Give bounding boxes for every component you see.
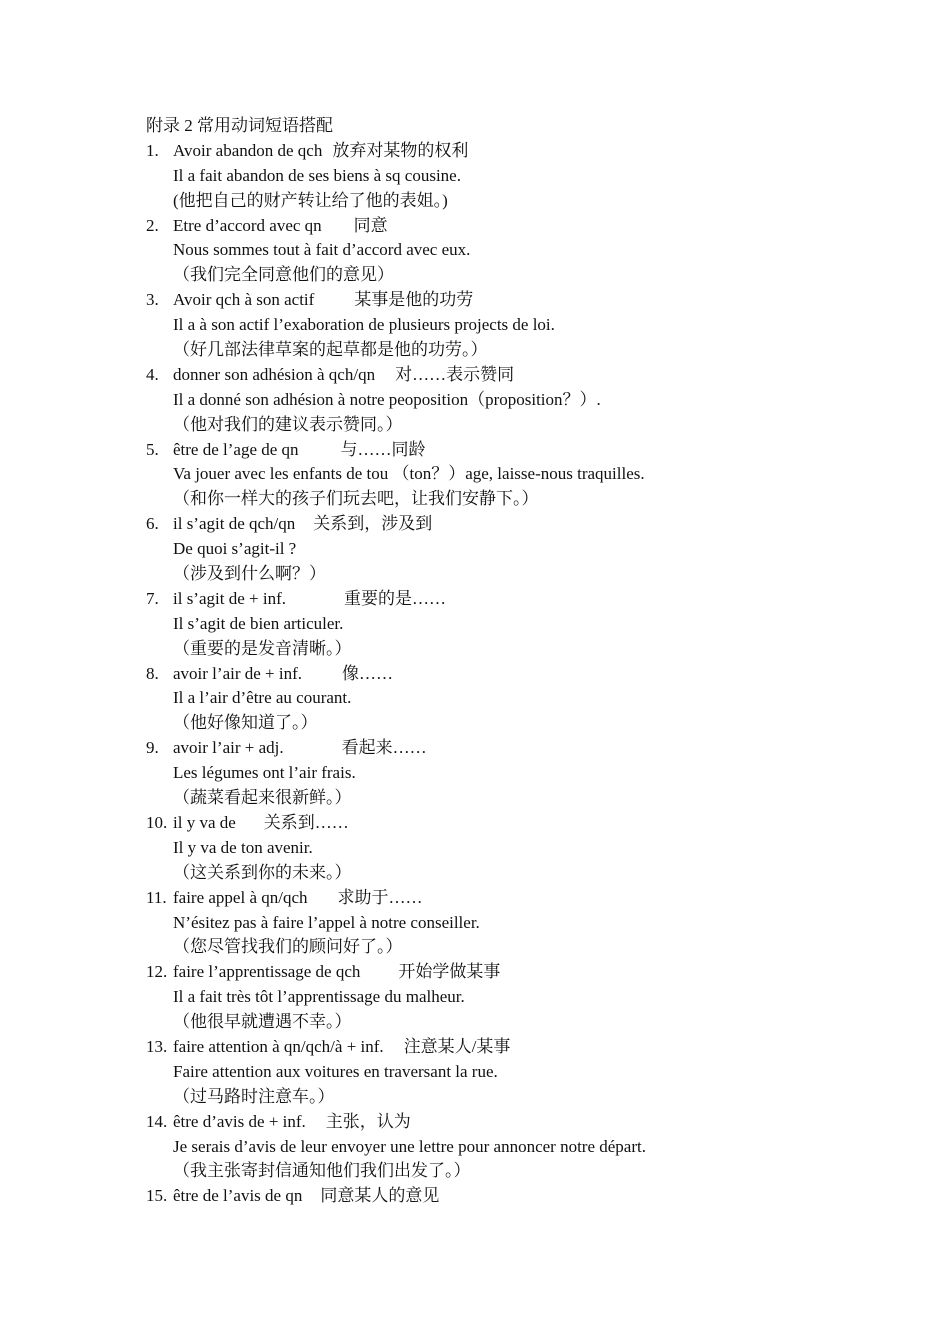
entry-example: Il a donné son adhésion à notre peoposition（proposition？）. [173,389,601,409]
entry-example: N’ésitez pas à faire l’appel à notre conseiller. [173,912,480,932]
entry-phrase: être d’avis de + inf. [173,1111,306,1131]
entry-meaning: 开始学做某事 [398,962,501,982]
entry-meaning: 主张，认为 [325,1111,411,1131]
entry-translation: （过马路时注意车。） [173,1086,335,1106]
entry-number: 8. [146,663,159,683]
phrase-entry [146,363,866,388]
entry-meaning: 关系到，涉及到 [313,514,433,534]
entry-meaning: 注意某人/某事 [403,1036,511,1056]
entry-example: Il a l’air d’être au courant. [173,688,352,708]
entry-example: Il y va de ton avenir. [173,837,313,857]
entry-example: Il a fait très tôt l’apprentissage du malheur. [173,987,465,1007]
entry-number: 15. [146,1186,168,1206]
phrase-entry [146,1035,866,1060]
entry-example: Il a à son actif l’exaboration de plusieurs projects de loi. [173,315,555,335]
document-page [146,114,866,1209]
entry-example: Je serais d’avis de leur envoyer une lettre pour annoncer notre départ. [173,1136,646,1156]
phrase-entry [146,886,866,911]
entry-example: Il s’agit de bien articuler. [173,613,344,633]
entry-phrase: Etre d’accord avec qn [173,215,322,235]
entry-meaning: 与……同龄 [340,439,426,459]
entry-number: 9. [146,738,159,758]
entry-phrase: faire attention à qn/qch/à + inf. [173,1036,384,1056]
entry-number: 2. [146,215,159,235]
phrase-entry [146,512,866,537]
entry-number: 7. [146,588,159,608]
entry-phrase: il y va de [173,812,236,832]
entry-number: 5. [146,439,159,459]
entry-number: 14. [146,1111,168,1131]
entry-number: 1. [146,140,159,160]
entry-example: De quoi s’agit-il ? [173,539,297,559]
phrase-entry [146,214,866,239]
entry-meaning: 像…… [342,663,394,683]
entry-example: Faire attention aux voitures en traversant la rue. [173,1061,498,1081]
phrase-entry [146,960,866,985]
phrase-entry [146,1110,866,1135]
entry-translation: （我们完全同意他们的意见） [173,265,394,285]
entry-example: Va jouer avec les enfants de tou （ton？）age, laisse-nous traquilles. [173,464,645,484]
entry-example: Il a fait abandon de ses biens à sq cousine. [173,165,461,185]
phrase-entry [146,811,866,836]
entry-meaning: 重要的是…… [343,588,446,608]
entry-meaning: 看起来…… [341,738,427,758]
entry-translation: （涉及到什么啊？） [173,564,326,584]
entry-phrase: avoir l’air de + inf. [173,663,303,683]
entry-phrase: être de l’age de qn [173,439,299,459]
phrase-list [146,139,866,1209]
phrase-entry [146,587,866,612]
entry-phrase: il s’agit de qch/qn [173,514,296,534]
entry-translation: （好几部法律草案的起草都是他的功劳。） [173,340,488,360]
entry-example: Nous sommes tout à fait d’accord avec eux. [173,240,471,260]
entry-translation: （重要的是发音清晰。） [173,638,352,658]
entry-translation: (他把自己的财产转让给了他的表姐。) [173,190,448,210]
entry-translation: （您尽管找我们的顾问好了。） [173,937,403,957]
entry-phrase: Avoir qch à son actif [173,290,315,310]
entry-meaning: 同意 [353,215,388,235]
phrase-entry [146,1184,866,1209]
entry-phrase: faire appel à qn/qch [173,887,308,907]
phrase-entry [146,438,866,463]
entry-meaning: 求助于…… [337,887,423,907]
phrase-entry [146,139,866,164]
entry-meaning: 放弃对某物的权利 [332,140,469,160]
entry-phrase: Avoir abandon de qch [173,140,323,160]
entry-meaning: 对……表示赞同 [395,364,515,384]
entry-number: 12. [146,962,168,982]
entry-meaning: 关系到…… [263,812,349,832]
entry-number: 4. [146,364,159,384]
page-title: 附录 2 常用动词短语搭配 [146,116,333,135]
entry-phrase: il s’agit de + inf. [173,588,286,608]
phrase-entry [146,736,866,761]
entry-number: 10. [146,812,168,832]
entry-translation: （我主张寄封信通知他们我们出发了。） [173,1161,471,1181]
entry-number: 3. [146,290,159,310]
phrase-entry [146,662,866,687]
entry-phrase: faire l’apprentissage de qch [173,962,361,982]
entry-phrase: être de l’avis de qn [173,1186,303,1206]
phrase-entry [146,288,866,313]
entry-number: 6. [146,514,159,534]
entry-translation: （他很早就遭遇不幸。） [173,1012,352,1032]
entry-meaning: 某事是他的功劳 [354,290,474,310]
entry-phrase: donner son adhésion à qch/qn [173,364,376,384]
entry-number: 11. [146,887,167,907]
entry-translation: （和你一样大的孩子们玩去吧，让我们安静下。） [173,489,539,509]
entry-number: 13. [146,1036,168,1056]
entry-translation: （他对我们的建议表示赞同。） [173,414,403,434]
entry-meaning: 同意某人的意见 [320,1186,440,1206]
entry-translation: （蔬菜看起来很新鲜。） [173,788,352,808]
entry-example: Les légumes ont l’air frais. [173,763,356,783]
entry-translation: （这关系到你的未来。） [173,862,352,882]
entry-phrase: avoir l’air + adj. [173,738,284,758]
entry-translation: （他好像知道了。） [173,713,318,733]
